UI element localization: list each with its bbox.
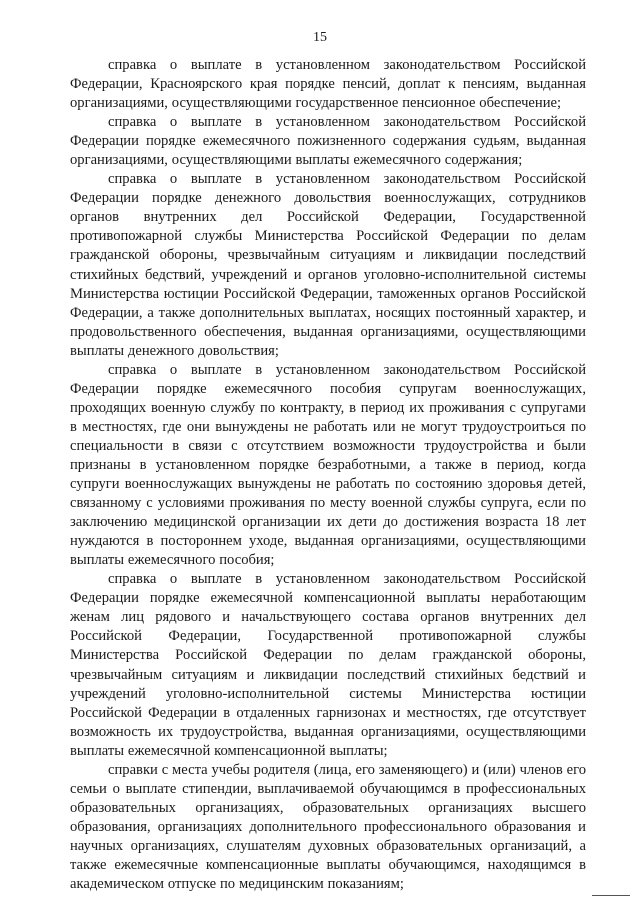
page-edge-mark [592,895,630,896]
paragraph-judges-allowance-certificate: справка о выплате в установленном законодательством Российской Федерации порядке ежемесячного пожизненного содержания судьям, выданная организациями, осуществляющими выплаты ежемесячного содержания; [70,114,586,169]
document-body [70,56,586,894]
page-number: 15 [313,30,327,45]
paragraph-spouse-allowance-certificate: справка о выплате в установленном законодательством Российской Федерации порядке ежемесячного пособия супругам военнослужащих, проходящих военную службу по контракту, в период их проживания с супругами в местностях, где они вынуждены не работать или не могут трудоустроиться по специальности в связи с отсутствием возможности трудоустройства и были признаны в установленном порядке безработными, а также в период, когда супруги военнослужащих вынуждены не работать по состоянию здоровья детей, связанному с условиями проживания по месту военной службы супруга, если по заключению медицинской организации их дети до достижения возраста 18 лет нуждаются в постороннем уходе, выданная организациями, осуществляющими выплаты ежемесячного пособия; [70,361,586,569]
paragraph-military-pay-certificate: справка о выплате в установленном законодательством Российской Федерации порядке денежного довольствия военнослужащих, сотрудников органов внутренних дел Российской Федерации, Государственной противопожарной службы Министерства Российской Федерации по делам гражданской обороны, чрезвычайным ситуациям и ликвидации последствий стихийных бедствий, учреждений и органов уголовно-исполнительной системы Министерства юстиции Российской Федерации, таможенных органов Российской Федерации, а также дополнительных выплатах, носящих постоянный характер, и продовольственного обеспечения, выданная организациями, осуществляющими выплаты денежного довольствия; [70,171,586,359]
paragraph-pension-certificate: справка о выплате в установленном законодательством Российской Федерации, Красноярского края порядке пенсий, доплат к пенсиям, выданная организациями, осуществляющими государственное пенсионное обеспечение; [70,57,586,112]
paragraph-study-stipend-certificate: справки с места учебы родителя (лица, его заменяющего) и (или) членов его семьи о выплате стипендии, выплачиваемой обучающимся в профессиональных образовательных организациях, образовательных организациях высшего образования, организациях дополнительного профессионального образования и научных организациях, слушателям духовных образовательных организаций, а также ежемесячные компенсационные выплаты обучающимся, находящимся в академическом отпуске по медицинским показаниям; [70,761,586,893]
paragraph-compensation-payment-certificate: справка о выплате в установленном законодательством Российской Федерации порядке ежемесячной компенсационной выплаты неработающим женам лиц рядового и начальствующего состава органов внутренних дел Российской Федерации, Государственной противопожарной службы Министерства Российской Федерации по делам гражданской обороны, чрезвычайным ситуациям и ликвидации последствий стихийных бедствий и учреждений уголовно-исполнительной системы Министерства юстиции Российской Федерации в отдаленных гарнизонах и местностях, где отсутствует возможность их трудоустройства, выданная организациями, осуществляющими выплаты ежемесячной компенсационной выплаты; [70,571,586,759]
